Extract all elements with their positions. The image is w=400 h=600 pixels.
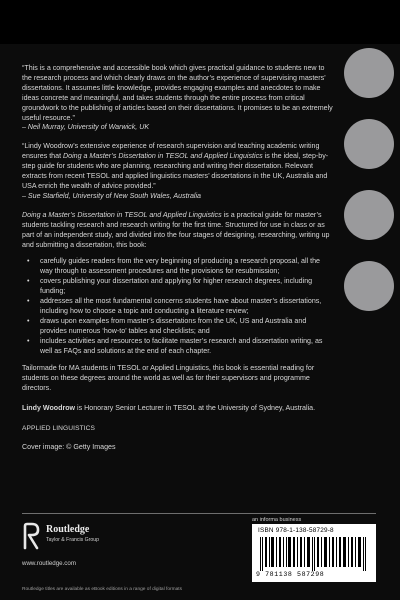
publisher-name: Routledge (46, 524, 90, 535)
author-bio-text: is Honorary Senior Lecturer in TESOL at the University of Sydney, Australia. (75, 404, 316, 413)
informa-label: an informa business (252, 517, 302, 523)
top-band (0, 0, 400, 44)
circle-3 (344, 190, 394, 240)
endorsement-1-text: “This is a comprehensive and accessible book which gives practical guidance to students new to the research process and which clearly draws on the author’s experience of supervising masters’ dissertations. It assumes little knowledge, provides engaging examples and anecdotes to make ideas concrete and meaningful, and takes students through the entire process from critical groundwork to the publishing of articles based on their dissertations. It promises to be an extremely useful resource.” (22, 64, 333, 122)
endorsement-1-attribution: – Neil Murray, University of Warwick, UK (22, 123, 150, 132)
isbn: ISBN 978-1-138-58729-8 (258, 527, 334, 534)
divider (22, 513, 376, 514)
author-name: Lindy Woodrow (22, 404, 76, 413)
book-title: Doing a Master’s Dissertation in TESOL and Applied Linguistics (22, 210, 222, 219)
endorsement-2-text-b: is the ideal, step-by-step guide for students who are planning, researching and writing their dissertation. Relevant extracts from recent TESOL and applied linguistics masters’ dissertations in the UK, Australia and USA enrich the wealth of advice provided.” (22, 152, 329, 190)
ebook-note: Routledge titles are available as eBook editions in a range of digital formats (22, 587, 182, 592)
author-bio (22, 404, 334, 414)
book-description (22, 211, 334, 251)
publisher-block (22, 520, 172, 576)
feature-list (22, 257, 334, 356)
feature-item: • draws upon examples from master’s dissertations from the UK, US and Australia and provides numerous ‘how-to’ tables and checklists; and (40, 317, 334, 337)
feature-item: • addresses all the most fundamental concerns students have about master’s dissertations, including how to choose a topic and conducting a literature review; (40, 297, 334, 317)
endorsement-2 (22, 142, 334, 201)
endorsement-2-text (22, 142, 334, 192)
feature-item: • includes activities and resources to facilitate master’s research and dissertation writing, as well as FAQs and solutions at the end of each chapter. (40, 337, 334, 357)
book-description-text (22, 211, 334, 251)
decorative-circles (340, 48, 400, 332)
barcode-icon (258, 537, 370, 571)
book-description-rest: is a practical guide for master’s students tackling research and research writing for the first time. Structured for use in class or as part of an independent study, and divided into the four stages of designing, researching, writing up and submitting a dissertation, this book: (22, 210, 330, 249)
circle-2 (344, 119, 394, 169)
barcode-digits: 9 781138 587298 (256, 571, 325, 578)
cover-text (22, 64, 334, 460)
feature-item: • carefully guides readers from the very beginning of producing a research proposal, all the way through to assessment procedures and the provisions for resubmission; (40, 257, 334, 277)
endorsement-2-book-title: Doing a Master’s Dissertation in TESOL and Applied Linguistics (63, 152, 263, 161)
feature-item: • covers publishing your dissertation and applying for higher research degrees, including funding; (40, 277, 334, 297)
publisher-website[interactable]: www.routledge.com (22, 560, 76, 567)
subject-category: APPLIED LINGUISTICS (22, 425, 95, 433)
endorsement-1 (22, 64, 334, 133)
barcode-panel (252, 524, 376, 582)
routledge-logo-icon (22, 522, 42, 550)
endorsement-2-text-a: “Lindy Woodrow’s extensive experience of research supervision and teaching academic writing ensures that (22, 142, 320, 161)
circle-1 (344, 48, 394, 98)
publisher-group: Taylor & Francis Group (46, 537, 100, 543)
circle-4 (344, 261, 394, 311)
audience-statement: Tailormade for MA students in TESOL or Applied Linguistics, this book is essential reading for students on these degrees around the world as well as for their supervisors and programme directors. (22, 364, 315, 393)
cover-credit: Cover image: © Getty Images (22, 443, 116, 451)
endorsement-2-attribution: – Sue Starfield, University of New South Wales, Australia (22, 191, 201, 200)
